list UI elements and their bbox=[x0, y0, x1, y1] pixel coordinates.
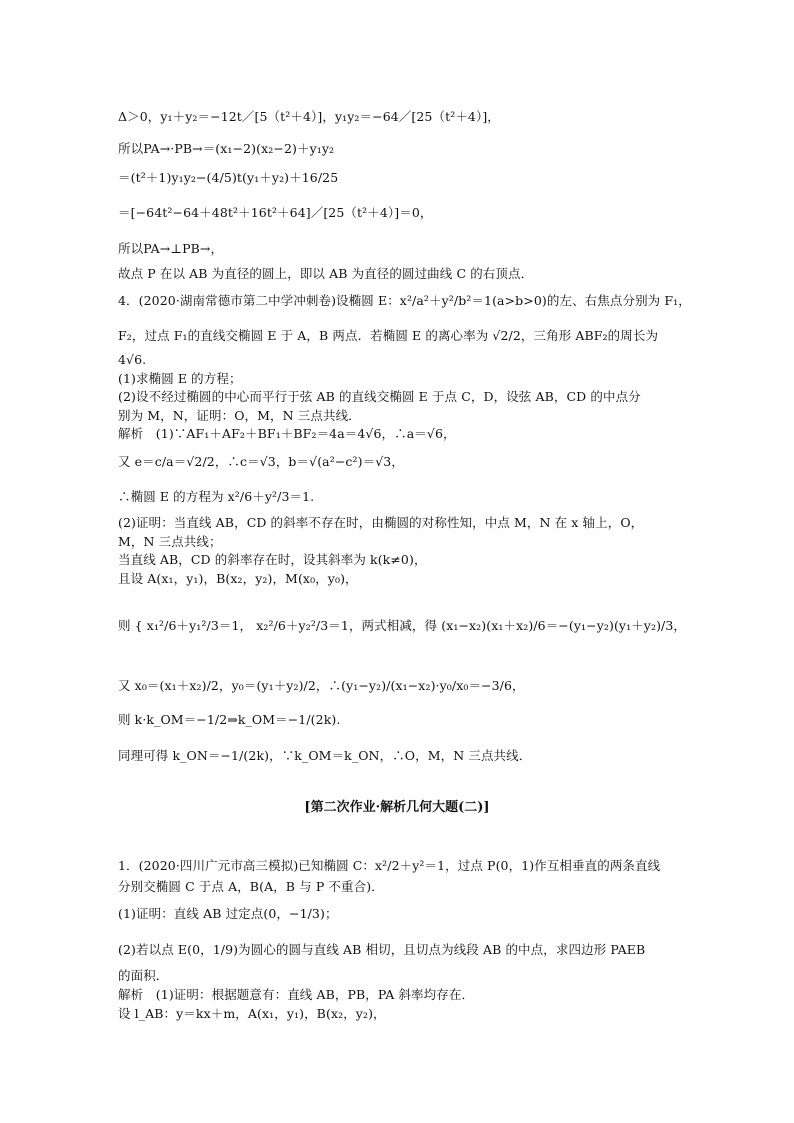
text-line-6: 故点 P 在以 AB 为直径的圆上，即以 AB 为直径的圆过曲线 C 的右顶点． bbox=[118, 266, 534, 281]
text-line-12: 别为 M，N，证明：O，M，N 三点共线． bbox=[118, 408, 361, 423]
text-line-10: (1)求椭圆 E 的方程； bbox=[118, 371, 242, 386]
text-line-17: M，N 三点共线； bbox=[118, 534, 222, 549]
text-line-20: 则 { x₁²/6＋y₁²/3＝1， x₂²/6＋y₂²/3＝1，两式相减，得 (x₁−x₂)(x₁＋x₂)/6＝−(y₁−y₂)(y₁＋y₂)/3， bbox=[118, 618, 687, 633]
text-line-4: ＝[−64t²−64＋48t²＋16t²＋64]／[25（t²＋4）]＝0， bbox=[118, 205, 433, 220]
text-line-27: (2)若以点 E(0，1/9)为圆心的圆与直线 AB 相切，且切点为线段 AB 的中点，求四边形 PAEB bbox=[118, 942, 646, 957]
text-line-24: 1．(2020·四川广元市高三模拟)已知椭圆 C：x²/2＋y²＝1，过点 P(0，1)作互相垂直的两条直线 bbox=[118, 858, 661, 873]
text-line-8: F₂，过点 F₁的直线交椭圆 E 于 A，B 两点．若椭圆 E 的离心率为 √2/2，三角形 ABF₂的周长为 bbox=[118, 328, 659, 343]
text-line-11: (2)设不经过椭圆的中心而平行于弦 AB 的直线交椭圆 E 于点 C，D，设弦 AB，CD 的中点分 bbox=[118, 389, 641, 404]
text-line-21: 又 x₀＝(x₁＋x₂)/2，y₀＝(y₁＋y₂)/2，∴(y₁−y₂)/(x₁−x₂)·y₀/x₀＝−3/6， bbox=[118, 678, 525, 693]
section-title: [第二次作业·解析几何大题(二)] bbox=[304, 800, 490, 815]
text-line-26: (1)证明：直线 AB 过定点(0，−1/3)； bbox=[118, 906, 338, 921]
text-line-3: ＝(t²＋1)y₁y₂−(4/5)t(y₁＋y₂)＋16/25 bbox=[118, 170, 339, 185]
text-line-18: 当直线 AB，CD 的斜率存在时，设其斜率为 k(k≠0)， bbox=[118, 552, 427, 567]
text-line-14: 又 e＝c/a＝√2/2，∴c＝√3，b＝√(a²−c²)＝√3， bbox=[118, 454, 404, 469]
text-line-7: 4．(2020·湖南常德市第二中学冲刺卷)设椭圆 E：x²/a²＋y²/b²＝1(a>b>0)的左、右焦点分别为 F₁， bbox=[118, 293, 691, 308]
text-line-15: ∴椭圆 E 的方程为 x²/6＋y²/3＝1. bbox=[118, 489, 315, 504]
text-line-2: 所以PA→·PB→＝(x₁−2)(x₂−2)＋y₁y₂ bbox=[118, 141, 335, 156]
text-line-19: 且设 A(x₁，y₁)，B(x₂，y₂)，M(x₀，y₀)， bbox=[118, 571, 358, 586]
text-line-23: 同理可得 k_ON＝−1/(2k)，∵k_OM＝k_ON，∴O，M，N 三点共线． bbox=[118, 748, 532, 763]
text-line-16: (2)证明：当直线 AB，CD 的斜率不存在时，由椭圆的对称性知，中点 M，N 在 x 轴上，O， bbox=[118, 515, 644, 530]
text-line-5: 所以PA→⊥PB→， bbox=[118, 241, 224, 256]
text-line-28: 的面积． bbox=[118, 968, 169, 983]
text-line-29: 解析 (1)证明：根据题意有：直线 AB，PB，PA 斜率均存在． bbox=[118, 987, 475, 1002]
text-line-13: 解析 (1)∵AF₁＋AF₂＋BF₁＋BF₂＝4a＝4√6，∴a＝√6， bbox=[118, 426, 456, 441]
text-line-9: 4√6. bbox=[118, 352, 147, 367]
text-line-25: 分别交椭圆 C 于点 A，B(A，B 与 P 不重合)． bbox=[118, 879, 384, 894]
text-line-1: Δ＞0，y₁＋y₂＝−12t／[5（t²＋4）]，y₁y₂＝−64／[25（t²＋4）]， bbox=[118, 109, 500, 124]
text-line-30: 设 l_AB：y＝kx＋m，A(x₁，y₁)，B(x₂，y₂)， bbox=[118, 1006, 386, 1021]
text-line-22: 则 k·k_OM＝−1/2⇒k_OM＝−1/(2k). bbox=[118, 712, 341, 727]
